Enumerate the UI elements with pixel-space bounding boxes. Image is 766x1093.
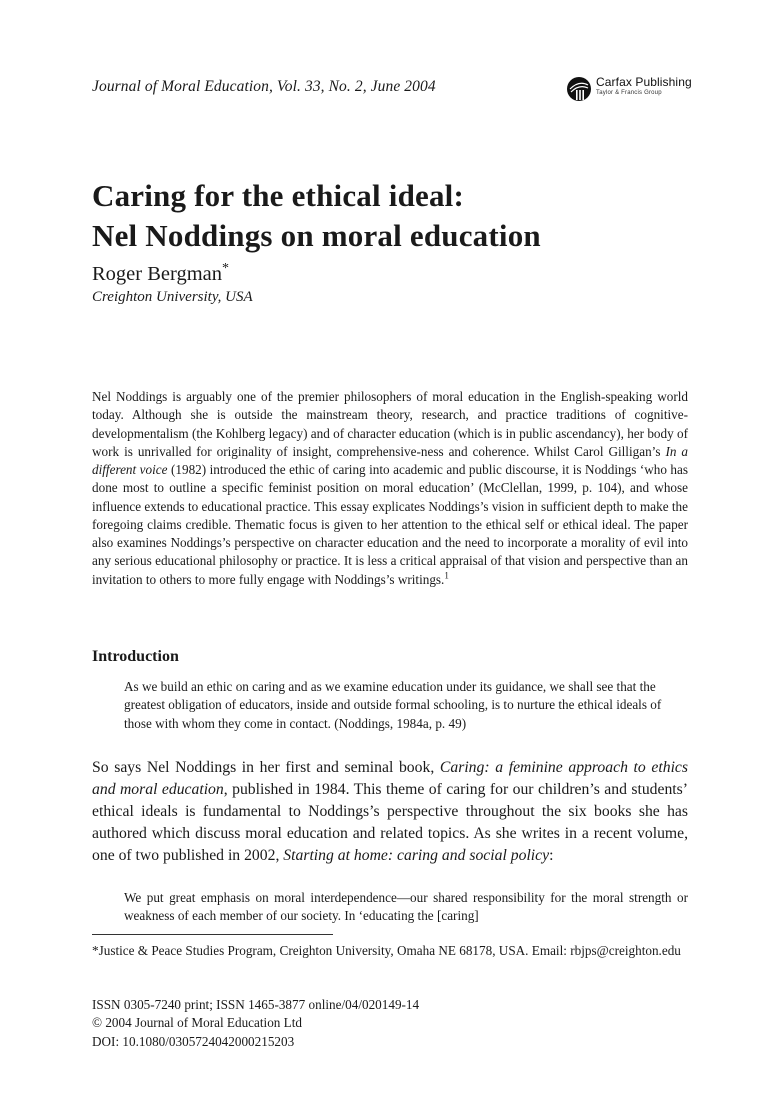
- title-line-1: Caring for the ethical ideal:: [92, 178, 465, 213]
- publisher-block: [566, 76, 692, 102]
- article-title: [92, 176, 541, 256]
- footnote-divider: [92, 934, 333, 935]
- issn-block: [92, 996, 419, 1051]
- journal-citation: Journal of Moral Education, Vol. 33, No. 2, June 2004: [92, 78, 436, 95]
- author-name: Roger Bergman*: [92, 261, 229, 285]
- title-line-2: Nel Noddings on moral education: [92, 218, 541, 253]
- block-quote-1: As we build an ethic on caring and as we examine education under its guidance, we shall see that the greatest obligation of educators, inside and outside formal schooling, is to nurture the ethical ideals of those with whom they come in contact. (Noddings, 1984a, p. 49): [124, 679, 662, 731]
- publisher-name: Carfax Publishing: [596, 75, 692, 89]
- section-heading-introduction: Introduction: [92, 648, 179, 665]
- author-affiliation: Creighton University, USA: [92, 289, 253, 305]
- footnote-ref: 1: [444, 570, 449, 581]
- publisher-group: Taylor & Francis Group: [596, 90, 662, 96]
- carfax-logo-icon: [566, 76, 592, 102]
- block-quote-2: We put great emphasis on moral interdependence—our shared responsibility for the moral strength or weakness of each member of our society. In ‘educating the [caring]: [124, 890, 688, 924]
- abstract: Nel Noddings is arguably one of the premier philosophers of moral education in the English-speaking world today. Although she is outside the mainstream theory, research, and practice traditions of cognitive-developmentalism (the Kohlberg legacy) and of character education (which is in public ascendancy), her body of work is unrivalled for originality of insight, comprehensive-ness and coherence. Whilst Carol Gilligan’s In a different voice (1982) introduced the ethic of caring into academic and public discourse, it is Noddings ‘who has done most to outline a specific feminist position on moral education’ (McClellan, 1999, p. 104), and whose influence extends to educational practice. This essay explicates Noddings’s vision in sufficient depth to make the foregoing claims credible. Thematic focus is given to her attention to the ethical self or ethical ideal. The paper also examines Noddings’s perspective on character education and the need to incorporate a morality of evil into any serious educational philosophy or practice. It is less a critical appraisal of that vision and perspective than an invitation to others to more fully engage with Noddings’s writings.$^1$: [92, 389, 688, 587]
- author-footnote-mark: *: [222, 261, 229, 276]
- issn-line: ISSN 0305-7240 print; ISSN 1465-3877 online/04/020149-14: [92, 997, 420, 1012]
- copyright-line: © 2004 Journal of Moral Education Ltd: [92, 1015, 302, 1031]
- body-paragraph: So says Nel Noddings in her first and seminal book, Caring: a feminine approach to ethics and moral education, published in 1984. This theme of caring for our children’s and students’ ethical ideals is fundamental to Noddings’s perspective throughout the six books she has authored which discuss moral education and related topics. As she writes in a recent volume, one of two published in 2002, Starting at home: caring and social policy:: [92, 759, 688, 864]
- footnote: *Justice & Peace Studies Program, Creighton University, Omaha NE 68178, USA. Email: rbjps@creighton.edu: [92, 943, 681, 958]
- doi-line: DOI: 10.1080/0305724042000215203: [92, 1033, 295, 1049]
